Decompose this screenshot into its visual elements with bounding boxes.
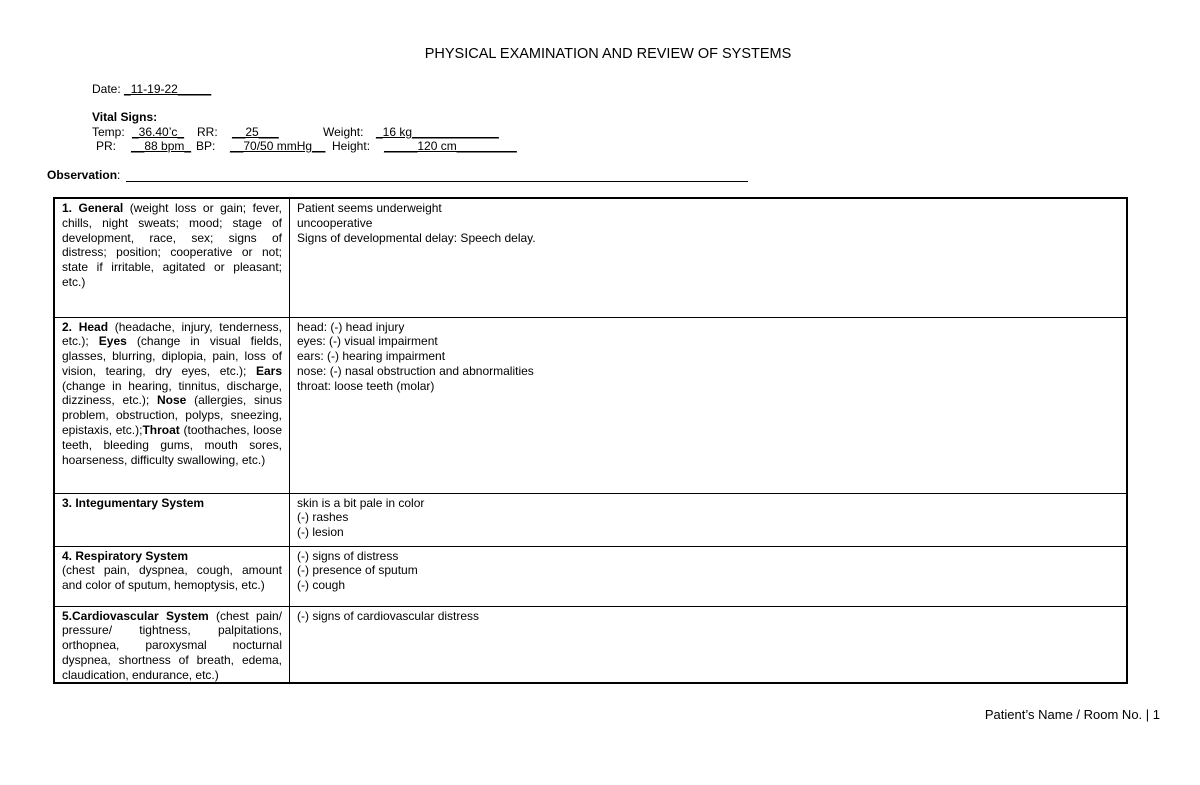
row-4-findings xyxy=(290,546,1128,606)
page-title: PHYSICAL EXAMINATION AND REVIEW OF SYSTEMS xyxy=(424,46,792,62)
date-value: _11-19-22_____ xyxy=(124,82,212,96)
finding-line: (-) lesion xyxy=(297,525,344,540)
page-footer: Patient’s Name / Room No. | 1 xyxy=(984,707,1160,722)
pr-value: __88 bpm_ xyxy=(131,139,192,153)
finding-line: eyes: (-) visual impairment xyxy=(297,334,438,349)
finding-line: (-) signs of distress xyxy=(297,548,399,563)
bp-label: BP: xyxy=(196,139,216,153)
rr-label: RR: xyxy=(197,125,218,139)
row-4-category: 4. Respiratory System (chest pain, dyspnea, cough, amount and color of sputum, hemoptysis, etc.) xyxy=(54,546,290,606)
row-1-category: 1. General (weight loss or gain; fever, chills, night sweats; mood; stage of development, race, sex; signs of distress; position; cooperative or not; state if irritable, agitated or pleasant; etc.) xyxy=(54,198,290,317)
weight-value: _16 kg_____________ xyxy=(376,125,499,139)
vital-signs-heading: Vital Signs: xyxy=(92,110,158,124)
finding-line: nose: (-) nasal obstruction and abnormalities xyxy=(297,363,534,378)
observation-line xyxy=(126,181,748,182)
finding-line: throat: loose teeth (molar) xyxy=(297,378,435,393)
row-2-findings xyxy=(290,317,1128,493)
weight-label: Weight: xyxy=(323,125,364,139)
row-3-category: 3. Integumentary System xyxy=(54,493,290,546)
pr-label: PR: xyxy=(96,139,117,153)
bp-value: __70/50 mmHg__ xyxy=(230,139,326,153)
row-1-findings xyxy=(290,198,1128,317)
table-row xyxy=(54,606,1127,683)
finding-line: (-) signs of cardiovascular distress xyxy=(297,608,480,623)
date-line xyxy=(92,82,211,97)
finding-line: uncooperative xyxy=(297,215,373,230)
finding-line: head: (-) head injury xyxy=(297,319,405,334)
finding-line: (-) cough xyxy=(297,578,346,593)
table-row xyxy=(54,546,1127,606)
finding-line: Patient seems underweight xyxy=(297,201,442,215)
finding-line: skin is a bit pale in color xyxy=(297,495,425,510)
height-value: _____120 cm_________ xyxy=(384,139,517,153)
temp-label: Temp: xyxy=(92,125,125,139)
finding-line: ears: (-) hearing impairment xyxy=(297,349,446,364)
finding-line: Signs of developmental delay: Speech delay. xyxy=(297,230,536,245)
height-label: Height: xyxy=(332,139,371,153)
row-3-findings xyxy=(290,493,1128,546)
row-5-category: 5.Cardiovascular System (chest pain/ pressure/ tightness, palpitations, orthopnea, paroxysmal nocturnal dyspnea, shortness of breath, edema, claudication, endurance, etc.) xyxy=(54,606,290,683)
row-2-category: 2. Head (headache, injury, tenderness, etc.); Eyes (change in visual fields, glasses, blurring, diplopia, pain, loss of vision, tearing, dry eyes, etc.); Ears (change in hearing, tinnitus, discharge, dizziness, etc.); Nose (allergies, sinus problem, obstruction, polyps, sneezing, epistaxis, etc.);Throat (toothaches, loose teeth, bleeding gums, mouth sores, hoarseness, difficulty swallowing, etc.) xyxy=(54,317,290,493)
finding-line: (-) rashes xyxy=(297,510,349,525)
finding-line: (-) presence of sputum xyxy=(297,563,418,578)
rr-value: __25___ xyxy=(232,125,279,139)
review-of-systems-table xyxy=(53,197,1128,684)
temp-value: _36.40’c_ xyxy=(132,125,185,139)
row-5-findings xyxy=(290,606,1128,683)
table-row xyxy=(54,198,1127,317)
date-label: Date: xyxy=(92,82,121,96)
table-row xyxy=(54,493,1127,546)
observation-label: Observation: xyxy=(47,168,121,182)
table-row xyxy=(54,317,1127,493)
